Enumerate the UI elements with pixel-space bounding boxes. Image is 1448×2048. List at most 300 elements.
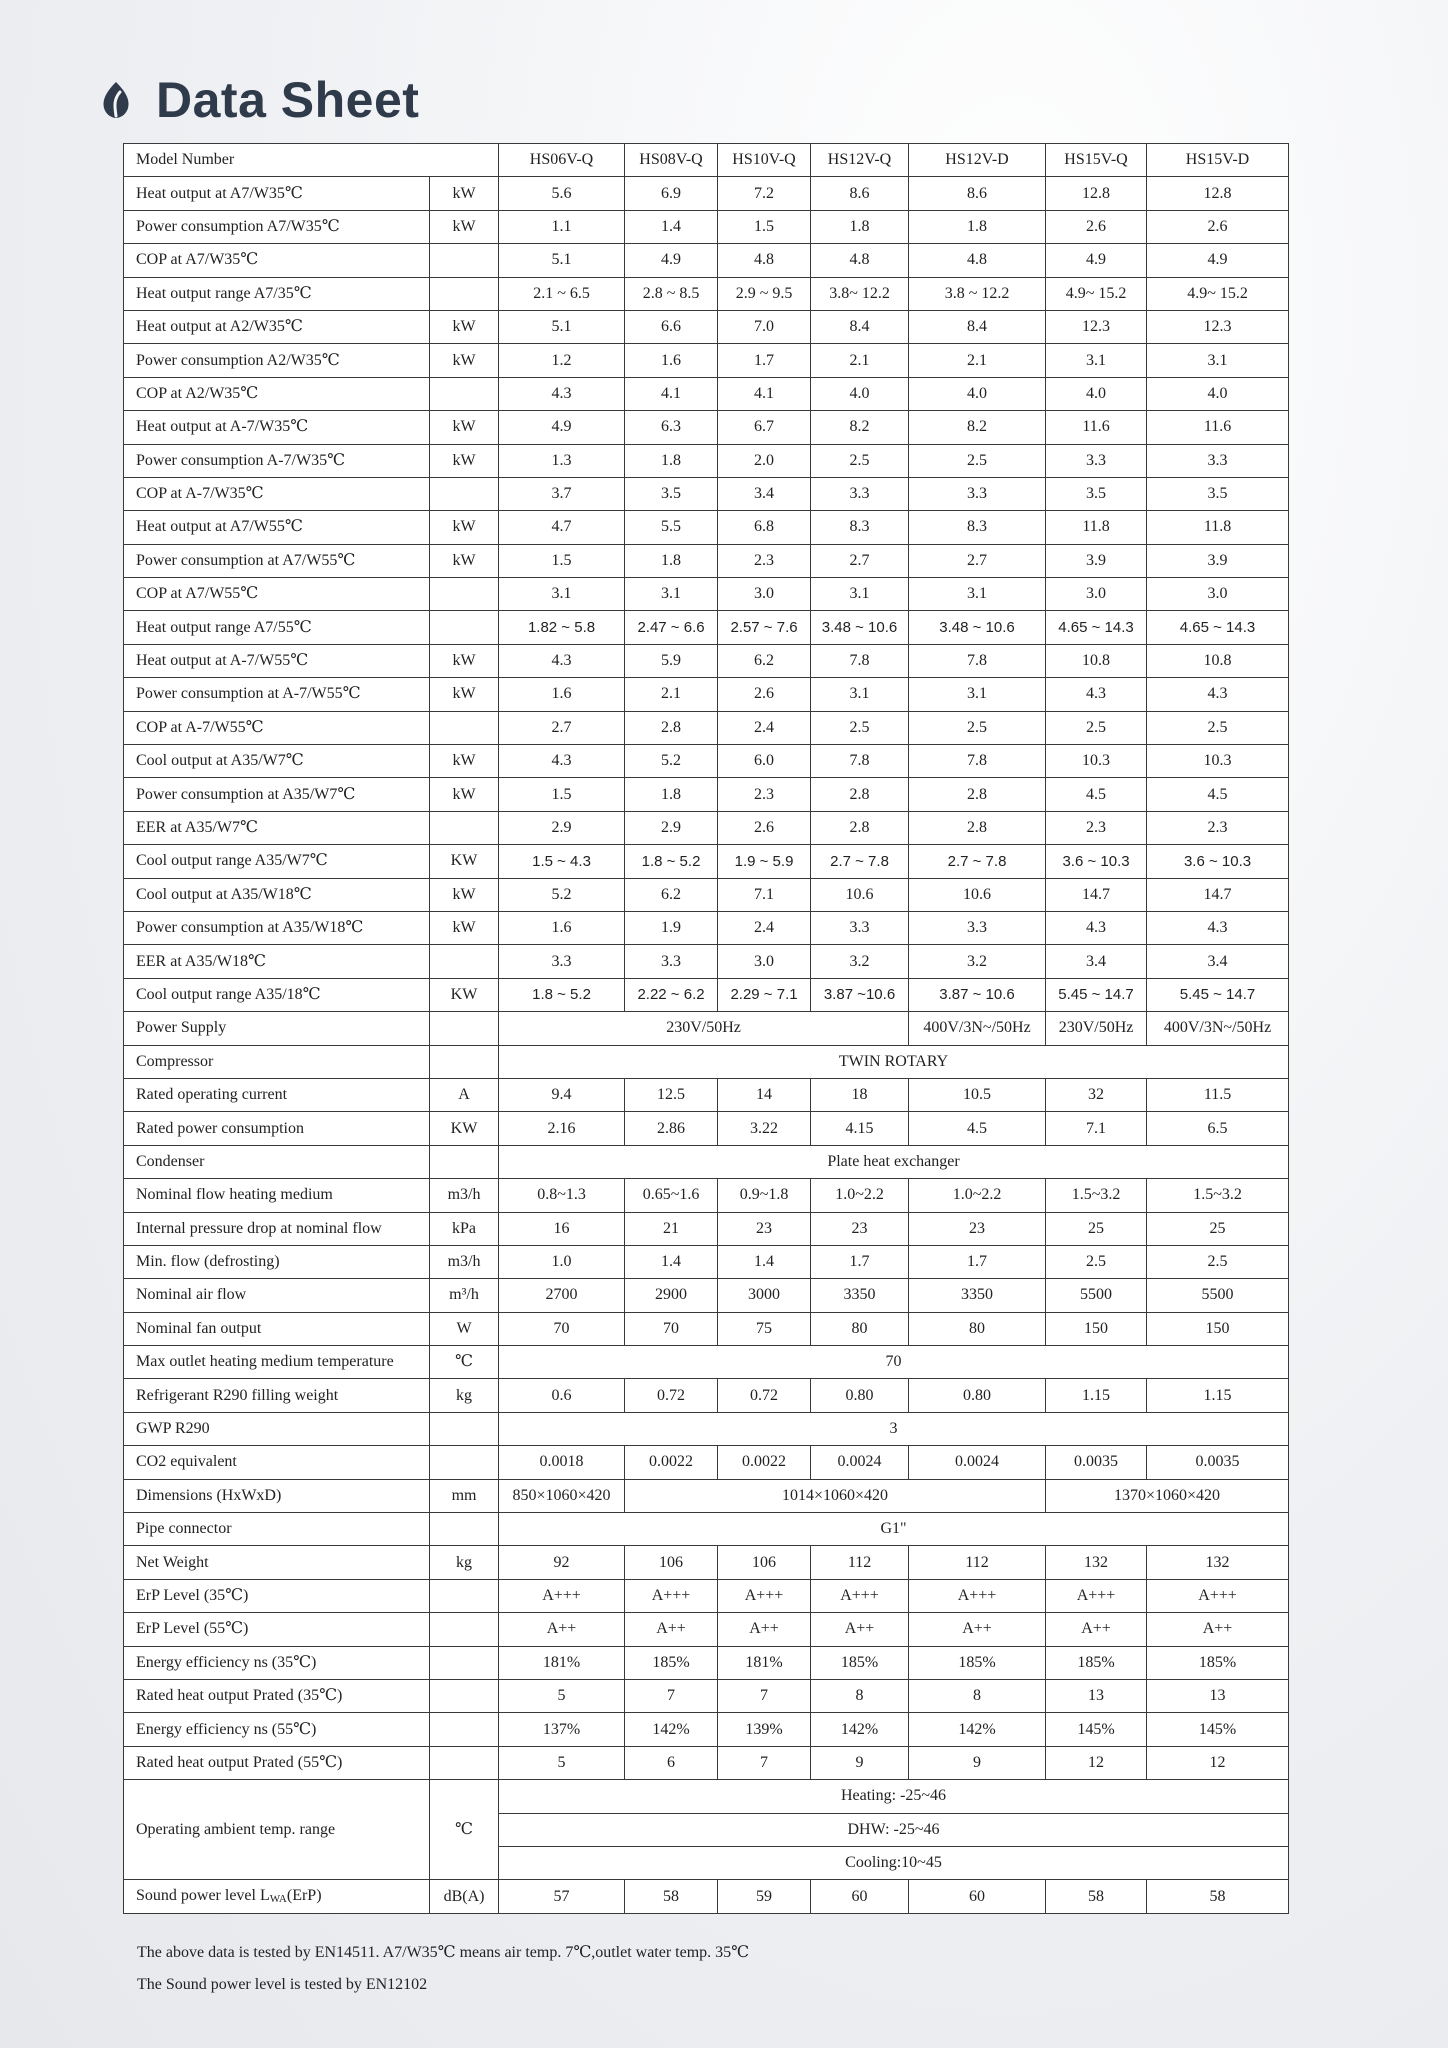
leaf-icon [100, 80, 132, 120]
row-unit: mm [430, 1479, 499, 1512]
value-cell: 7.8 [909, 745, 1046, 778]
row-unit: kg [430, 1379, 499, 1412]
value-cell: 2.0 [718, 444, 811, 477]
row-label: Heat output at A-7/W35℃ [124, 411, 430, 444]
value-cell: 3.3 [625, 945, 718, 978]
value-cell: 4.9 [625, 244, 718, 277]
row-label: COP at A7/W55℃ [124, 578, 430, 611]
table-row [124, 244, 1289, 277]
row-unit: W [430, 1312, 499, 1345]
value-cell: 4.5 [1147, 778, 1289, 811]
value-cell: 2.16 [499, 1112, 625, 1145]
value-cell: G1" [499, 1513, 1289, 1546]
value-cell: 2.5 [909, 444, 1046, 477]
row-unit: m³/h [430, 1279, 499, 1312]
sound-label-tail: (ErP) [286, 1887, 322, 1904]
row-unit [430, 1045, 499, 1078]
value-cell: 112 [811, 1546, 909, 1579]
value-cell: 2.1 ~ 6.5 [499, 277, 625, 310]
value-cell: 142% [811, 1713, 909, 1746]
row-label: Net Weight [124, 1546, 430, 1579]
value-cell: 3.1 [909, 678, 1046, 711]
value-cell: 1.7 [718, 344, 811, 377]
row-label: COP at A7/W35℃ [124, 244, 430, 277]
value-cell: 3.1 [811, 678, 909, 711]
row-unit: kg [430, 1546, 499, 1579]
value-cell: A+++ [1147, 1579, 1289, 1612]
row-label: Pipe connector [124, 1513, 430, 1546]
value-cell: 3.1 [909, 578, 1046, 611]
value-cell: 1.6 [499, 911, 625, 944]
value-cell: 58 [625, 1880, 718, 1913]
row-label: Cool output at A35/W18℃ [124, 878, 430, 911]
row-unit [430, 1579, 499, 1612]
value-cell: 3350 [909, 1279, 1046, 1312]
value-cell: 1.5 [499, 544, 625, 577]
model-header: HS08V-Q [625, 144, 718, 177]
row-label: Min. flow (defrosting) [124, 1245, 430, 1278]
value-cell: 1.2 [499, 344, 625, 377]
value-cell: 3.8~ 12.2 [811, 277, 909, 310]
value-cell: 145% [1147, 1713, 1289, 1746]
row-unit [430, 1746, 499, 1779]
value-cell: 13 [1147, 1679, 1289, 1712]
value-cell: 2.6 [718, 678, 811, 711]
value-cell: 1370×1060×420 [1046, 1479, 1289, 1512]
row-unit: kW [430, 411, 499, 444]
value-cell: 4.9~ 15.2 [1046, 277, 1147, 310]
header-row [124, 144, 1289, 177]
value-cell: A++ [1147, 1613, 1289, 1646]
value-cell: 3.4 [718, 477, 811, 510]
value-cell: 7.2 [718, 177, 811, 210]
value-cell: 11.6 [1046, 411, 1147, 444]
value-cell: 3000 [718, 1279, 811, 1312]
value-cell: 1.0 [499, 1245, 625, 1278]
row-unit [430, 578, 499, 611]
value-cell: 2.57 ~ 7.6 [718, 611, 811, 644]
table-row [124, 1078, 1289, 1111]
value-cell: A++ [499, 1613, 625, 1646]
value-cell: 2.6 [718, 811, 811, 844]
value-cell: 2.7 [499, 711, 625, 744]
table-row [124, 310, 1289, 343]
value-cell: 16 [499, 1212, 625, 1245]
value-cell: 1.5 [499, 778, 625, 811]
value-cell: 0.8~1.3 [499, 1179, 625, 1212]
footnotes [137, 1942, 749, 2010]
value-cell: 6 [625, 1746, 718, 1779]
value-cell: 6.7 [718, 411, 811, 444]
row-label: ErP Level (35℃) [124, 1579, 430, 1612]
table-row [124, 1279, 1289, 1312]
value-cell: 10.6 [909, 878, 1046, 911]
value-cell: 2.5 [909, 711, 1046, 744]
row-label: ErP Level (55℃) [124, 1613, 430, 1646]
value-cell: 80 [909, 1312, 1046, 1345]
row-label: Nominal fan output [124, 1312, 430, 1345]
row-unit: dB(A) [430, 1880, 499, 1913]
table-row [124, 578, 1289, 611]
table-row [124, 444, 1289, 477]
value-cell: 3.4 [1147, 945, 1289, 978]
row-label: Power consumption A2/W35℃ [124, 344, 430, 377]
model-header: HS15V-Q [1046, 144, 1147, 177]
row-label: Cool output range A35/18℃ [124, 978, 430, 1011]
table-row [124, 1145, 1289, 1178]
value-cell: Plate heat exchanger [499, 1145, 1289, 1178]
value-cell: 2.29 ~ 7.1 [718, 978, 811, 1011]
value-cell: 4.8 [811, 244, 909, 277]
table-row [124, 1546, 1289, 1579]
value-cell: 2.3 [718, 778, 811, 811]
row-label: Power consumption A-7/W35℃ [124, 444, 430, 477]
value-cell: 12 [1046, 1746, 1147, 1779]
value-cell: 14.7 [1046, 878, 1147, 911]
value-cell: 70 [625, 1312, 718, 1345]
value-cell: 1.15 [1147, 1379, 1289, 1412]
table-row [124, 745, 1289, 778]
row-unit: kW [430, 344, 499, 377]
table-row [124, 845, 1289, 878]
value-cell: 3.3 [1046, 444, 1147, 477]
row-label: Condenser [124, 1145, 430, 1178]
row-unit: kW [430, 911, 499, 944]
row-unit [430, 1145, 499, 1178]
value-cell: 12.8 [1046, 177, 1147, 210]
value-cell: 4.9 [1147, 244, 1289, 277]
value-cell: 2.6 [1046, 210, 1147, 243]
value-cell: 0.65~1.6 [625, 1179, 718, 1212]
table-row [124, 644, 1289, 677]
value-cell: 2.7 [811, 544, 909, 577]
row-label: Heat output at A2/W35℃ [124, 310, 430, 343]
page-title: Data Sheet [156, 72, 420, 128]
row-unit [430, 1446, 499, 1479]
table-row [124, 1479, 1289, 1512]
value-cell: 3.3 [499, 945, 625, 978]
table-row [124, 1446, 1289, 1479]
value-cell: 1.7 [811, 1245, 909, 1278]
value-cell: 60 [811, 1880, 909, 1913]
value-cell: 3.3 [811, 477, 909, 510]
value-cell: Cooling:10~45 [499, 1846, 1289, 1879]
value-cell: 2.22 ~ 6.2 [625, 978, 718, 1011]
value-cell: 1.8 ~ 5.2 [499, 978, 625, 1011]
value-cell: 1.8 [811, 210, 909, 243]
value-cell: 13 [1046, 1679, 1147, 1712]
table-row [124, 1579, 1289, 1612]
row-label: COP at A-7/W35℃ [124, 477, 430, 510]
table-row [124, 611, 1289, 644]
value-cell: 2.8 [811, 811, 909, 844]
value-cell: A++ [1046, 1613, 1147, 1646]
table-row [124, 1679, 1289, 1712]
row-label: Cool output range A35/W7℃ [124, 845, 430, 878]
row-label: Heat output range A7/35℃ [124, 277, 430, 310]
row-unit [430, 1679, 499, 1712]
value-cell: 4.0 [909, 377, 1046, 410]
row-label: GWP R290 [124, 1412, 430, 1445]
value-cell: 10.8 [1147, 644, 1289, 677]
value-cell: 145% [1046, 1713, 1147, 1746]
value-cell: 57 [499, 1880, 625, 1913]
value-cell: 2.3 [1147, 811, 1289, 844]
value-cell: 4.9 [1046, 244, 1147, 277]
value-cell: 3.2 [909, 945, 1046, 978]
row-label: Heat output at A7/W55℃ [124, 511, 430, 544]
value-cell: 8.6 [909, 177, 1046, 210]
value-cell: 10.8 [1046, 644, 1147, 677]
value-cell: DHW: -25~46 [499, 1813, 1289, 1846]
value-cell: 2.47 ~ 6.6 [625, 611, 718, 644]
value-cell: 3.22 [718, 1112, 811, 1145]
row-unit: ℃ [430, 1346, 499, 1379]
table-row [124, 1346, 1289, 1379]
value-cell: 10.3 [1046, 745, 1147, 778]
value-cell: 3.1 [499, 578, 625, 611]
table-row [124, 1012, 1289, 1045]
value-cell: 6.5 [1147, 1112, 1289, 1145]
value-cell: 8.2 [811, 411, 909, 444]
value-cell: 1.8 [909, 210, 1046, 243]
row-unit [430, 611, 499, 644]
value-cell: 2.86 [625, 1112, 718, 1145]
row-unit: kW [430, 678, 499, 711]
value-cell: 11.6 [1147, 411, 1289, 444]
row-label: Power Supply [124, 1012, 430, 1045]
value-cell: 7.1 [1046, 1112, 1147, 1145]
value-cell: 400V/3N~/50Hz [1147, 1012, 1289, 1045]
row-unit [430, 244, 499, 277]
value-cell: 3.8 ~ 12.2 [909, 277, 1046, 310]
page-header [100, 70, 419, 130]
value-cell: 3.5 [1147, 477, 1289, 510]
value-cell: 3.0 [1046, 578, 1147, 611]
row-unit: kW [430, 778, 499, 811]
value-cell: 1.5~3.2 [1046, 1179, 1147, 1212]
value-cell: 2.8 [625, 711, 718, 744]
table-row [124, 511, 1289, 544]
value-cell: 4.0 [1147, 377, 1289, 410]
value-cell: 0.0018 [499, 1446, 625, 1479]
value-cell: 21 [625, 1212, 718, 1245]
value-cell: 1.8 [625, 544, 718, 577]
table-row [124, 1412, 1289, 1445]
value-cell: 14.7 [1147, 878, 1289, 911]
value-cell: 4.3 [1046, 678, 1147, 711]
value-cell: 3.1 [625, 578, 718, 611]
row-unit: A [430, 1078, 499, 1111]
row-unit: KW [430, 845, 499, 878]
model-header: HS10V-Q [718, 144, 811, 177]
value-cell: 4.15 [811, 1112, 909, 1145]
value-cell: 7 [718, 1679, 811, 1712]
value-cell: A++ [625, 1613, 718, 1646]
row-unit [430, 945, 499, 978]
value-cell: 5.6 [499, 177, 625, 210]
row-label: COP at A2/W35℃ [124, 377, 430, 410]
value-cell: 181% [499, 1646, 625, 1679]
value-cell: 0.0024 [909, 1446, 1046, 1479]
value-cell: 3.87 ~10.6 [811, 978, 909, 1011]
row-unit: kW [430, 878, 499, 911]
value-cell: 8.4 [811, 310, 909, 343]
value-cell: 3.1 [1046, 344, 1147, 377]
value-cell: 4.65 ~ 14.3 [1147, 611, 1289, 644]
value-cell: Heating: -25~46 [499, 1780, 1289, 1813]
value-cell: 12.8 [1147, 177, 1289, 210]
value-cell: 11.5 [1147, 1078, 1289, 1111]
table-row [124, 1880, 1289, 1913]
value-cell: 4.0 [1046, 377, 1147, 410]
value-cell: A+++ [499, 1579, 625, 1612]
value-cell: 2.3 [718, 544, 811, 577]
value-cell: 4.3 [1147, 678, 1289, 711]
value-cell: 3.3 [909, 911, 1046, 944]
value-cell: 185% [909, 1646, 1046, 1679]
value-cell: 150 [1147, 1312, 1289, 1345]
value-cell: 1.8 [625, 444, 718, 477]
value-cell: 3.9 [1147, 544, 1289, 577]
row-unit: kW [430, 177, 499, 210]
value-cell: 3.6 ~ 10.3 [1046, 845, 1147, 878]
row-unit [430, 1713, 499, 1746]
value-cell: 8 [909, 1679, 1046, 1712]
value-cell: 185% [1147, 1646, 1289, 1679]
value-cell: 5.5 [625, 511, 718, 544]
table-row [124, 1646, 1289, 1679]
value-cell: 4.8 [718, 244, 811, 277]
table-row [124, 1245, 1289, 1278]
row-label: COP at A-7/W55℃ [124, 711, 430, 744]
value-cell: 3.48 ~ 10.6 [909, 611, 1046, 644]
value-cell: 4.9~ 15.2 [1147, 277, 1289, 310]
row-unit: KW [430, 978, 499, 1011]
row-unit: kW [430, 644, 499, 677]
row-unit: m3/h [430, 1179, 499, 1212]
table-row [124, 911, 1289, 944]
value-cell: 5.9 [625, 644, 718, 677]
row-label: Rated power consumption [124, 1112, 430, 1145]
value-cell: 1.1 [499, 210, 625, 243]
row-label: Compressor [124, 1045, 430, 1078]
table-row [124, 477, 1289, 510]
model-header: HS12V-D [909, 144, 1046, 177]
value-cell: 7.8 [811, 745, 909, 778]
value-cell: 1.4 [718, 1245, 811, 1278]
row-unit: kW [430, 444, 499, 477]
value-cell: 1.9 [625, 911, 718, 944]
value-cell: 4.3 [499, 745, 625, 778]
value-cell: 12.3 [1046, 310, 1147, 343]
table-row [124, 1713, 1289, 1746]
value-cell: 3.5 [625, 477, 718, 510]
value-cell: 0.0035 [1046, 1446, 1147, 1479]
value-cell: 2.8 [909, 778, 1046, 811]
row-label: Refrigerant R290 filling weight [124, 1379, 430, 1412]
table-row [124, 1613, 1289, 1646]
value-cell: 80 [811, 1312, 909, 1345]
value-cell: 2.8 [811, 778, 909, 811]
value-cell: 4.1 [718, 377, 811, 410]
table-row [124, 177, 1289, 210]
value-cell: 6.9 [625, 177, 718, 210]
value-cell: 1.5 ~ 4.3 [499, 845, 625, 878]
value-cell: 230V/50Hz [1046, 1012, 1147, 1045]
value-cell: 150 [1046, 1312, 1147, 1345]
row-label: Max outlet heating medium temperature [124, 1346, 430, 1379]
value-cell: 2700 [499, 1279, 625, 1312]
value-cell: 2.7 [909, 544, 1046, 577]
value-cell: 4.3 [1046, 911, 1147, 944]
value-cell: 1.3 [499, 444, 625, 477]
value-cell: 142% [625, 1713, 718, 1746]
table-row [124, 778, 1289, 811]
value-cell: 0.80 [811, 1379, 909, 1412]
row-label: Cool output at A35/W7℃ [124, 745, 430, 778]
value-cell: 6.3 [625, 411, 718, 444]
value-cell: 0.0024 [811, 1446, 909, 1479]
row-label: Rated operating current [124, 1078, 430, 1111]
value-cell: 9.4 [499, 1078, 625, 1111]
value-cell: 3.2 [811, 945, 909, 978]
value-cell: 1.8 ~ 5.2 [625, 845, 718, 878]
value-cell: A+++ [625, 1579, 718, 1612]
row-label: Power consumption at A7/W55℃ [124, 544, 430, 577]
table-row [124, 1312, 1289, 1345]
value-cell: 3.3 [909, 477, 1046, 510]
value-cell: 2.1 [909, 344, 1046, 377]
value-cell: 5 [499, 1746, 625, 1779]
value-cell: 3.0 [718, 578, 811, 611]
table-row [124, 1746, 1289, 1779]
row-unit [430, 711, 499, 744]
row-unit: KW [430, 1112, 499, 1145]
value-cell: 7.0 [718, 310, 811, 343]
row-unit: kPa [430, 1212, 499, 1245]
value-cell: 2.6 [1147, 210, 1289, 243]
value-cell: 4.3 [499, 377, 625, 410]
value-cell: 11.8 [1046, 511, 1147, 544]
row-label: Power consumption at A35/W18℃ [124, 911, 430, 944]
row-unit [430, 1646, 499, 1679]
value-cell: 2.1 [811, 344, 909, 377]
row-unit [430, 1613, 499, 1646]
value-cell: 3.87 ~ 10.6 [909, 978, 1046, 1011]
row-label: Power consumption at A35/W7℃ [124, 778, 430, 811]
value-cell: 0.80 [909, 1379, 1046, 1412]
table-row [124, 411, 1289, 444]
table-row [124, 1045, 1289, 1078]
value-cell: 10.5 [909, 1078, 1046, 1111]
value-cell: 6.0 [718, 745, 811, 778]
value-cell: 4.5 [909, 1112, 1046, 1145]
row-unit [430, 1412, 499, 1445]
value-cell: 60 [909, 1880, 1046, 1913]
row-label: Nominal flow heating medium [124, 1179, 430, 1212]
value-cell: 12.3 [1147, 310, 1289, 343]
value-cell: 59 [718, 1880, 811, 1913]
value-cell: 3.3 [1147, 444, 1289, 477]
row-label: Power consumption A7/W35℃ [124, 210, 430, 243]
row-label: Rated heat output Prated (35℃) [124, 1679, 430, 1712]
value-cell: A+++ [1046, 1579, 1147, 1612]
value-cell: 5.45 ~ 14.7 [1046, 978, 1147, 1011]
row-unit: m3/h [430, 1245, 499, 1278]
value-cell: 23 [811, 1212, 909, 1245]
row-unit [430, 1513, 499, 1546]
